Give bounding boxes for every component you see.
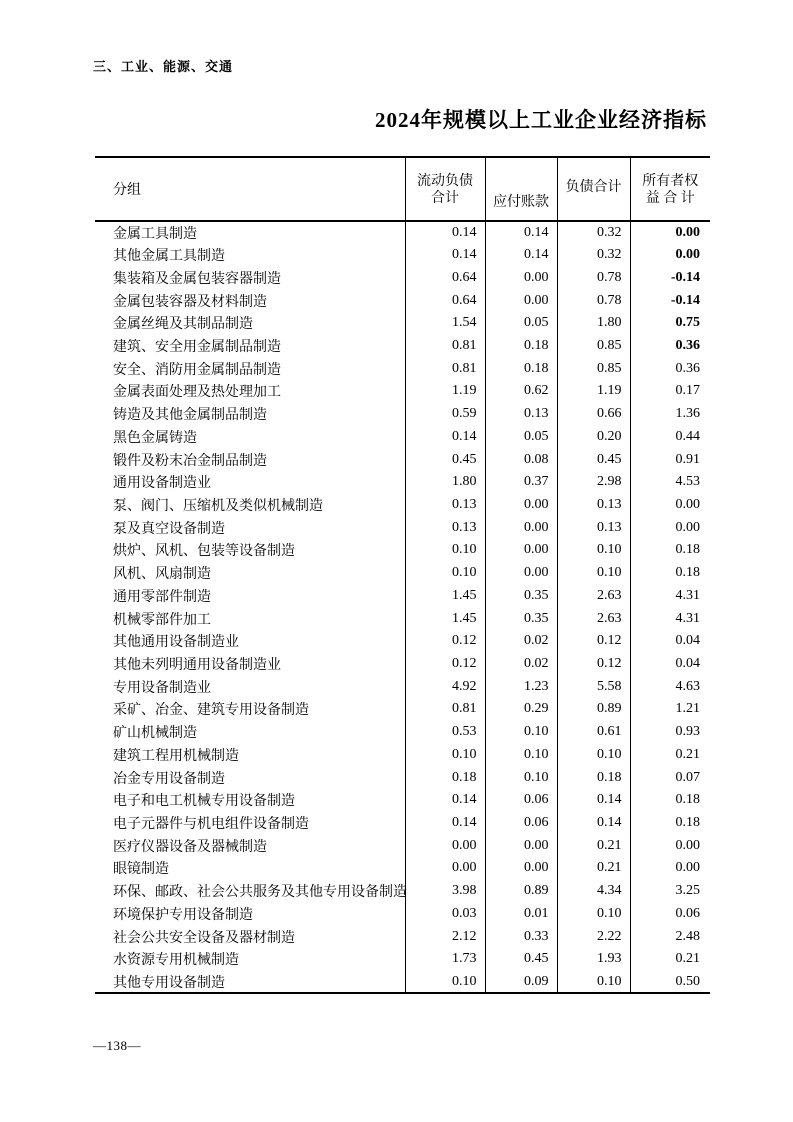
cell-total-liabilities: 0.21 [557, 857, 630, 880]
cell-current-liabilities: 2.12 [405, 925, 485, 948]
cell-total-liabilities: 0.14 [557, 789, 630, 812]
column-header-owner-equity [630, 157, 710, 221]
table-row [95, 630, 710, 653]
cell-owner-equity: 0.18 [630, 812, 710, 835]
table-row [95, 403, 710, 426]
cell-current-liabilities: 0.00 [405, 834, 485, 857]
table-row [95, 335, 710, 358]
cell-current-liabilities: 0.64 [405, 289, 485, 312]
table-row [95, 948, 710, 971]
row-group-label: 泵、阀门、压缩机及类似机械制造 [113, 498, 323, 514]
cell-accounts-payable: 0.06 [485, 812, 557, 835]
cell-current-liabilities: 4.92 [405, 675, 485, 698]
table-row [95, 607, 710, 630]
cell-total-liabilities: 1.80 [557, 312, 630, 335]
table-row [95, 425, 710, 448]
table-row [95, 585, 710, 608]
cell-total-liabilities: 0.13 [557, 516, 630, 539]
page-title: 2024年规模以上工业企业经济指标 [375, 108, 707, 132]
cell-owner-equity: 0.17 [630, 380, 710, 403]
cell-accounts-payable: 0.89 [485, 880, 557, 903]
cell-owner-equity: 0.06 [630, 903, 710, 926]
cell-total-liabilities: 0.32 [557, 244, 630, 267]
page-number: —138— [93, 1038, 141, 1053]
row-group-label: 机械零部件加工 [113, 612, 211, 628]
column-header-total-liabilities: 负债合计 [557, 157, 630, 221]
cell-accounts-payable: 0.10 [485, 721, 557, 744]
row-group-label: 风机、风扇制造 [113, 567, 211, 583]
cell-total-liabilities: 0.10 [557, 744, 630, 767]
table-row [95, 516, 710, 539]
cell-owner-equity: 0.00 [630, 857, 710, 880]
row-group-label: 通用零部件制造 [113, 589, 211, 605]
cell-accounts-payable: 0.00 [485, 857, 557, 880]
cell-accounts-payable: 1.23 [485, 675, 557, 698]
cell-owner-equity: -0.14 [630, 266, 710, 289]
cell-total-liabilities: 0.10 [557, 562, 630, 585]
cell-total-liabilities: 0.61 [557, 721, 630, 744]
cell-owner-equity: 0.93 [630, 721, 710, 744]
cell-owner-equity: 4.31 [630, 607, 710, 630]
cell-current-liabilities: 0.10 [405, 744, 485, 767]
cell-accounts-payable: 0.29 [485, 698, 557, 721]
table-row [95, 925, 710, 948]
cell-owner-equity: 0.44 [630, 425, 710, 448]
table-row [95, 221, 710, 244]
column-header-group: 分组 [113, 183, 141, 198]
cell-total-liabilities: 0.12 [557, 653, 630, 676]
cell-current-liabilities: 0.13 [405, 516, 485, 539]
cell-current-liabilities: 0.14 [405, 812, 485, 835]
cell-current-liabilities: 0.14 [405, 789, 485, 812]
cell-accounts-payable: 0.00 [485, 266, 557, 289]
cell-total-liabilities: 2.98 [557, 471, 630, 494]
cell-accounts-payable: 0.13 [485, 403, 557, 426]
row-group-label: 金属包装容器及材料制造 [113, 294, 267, 310]
stats-table [95, 156, 710, 994]
table-row [95, 312, 710, 335]
table-row [95, 244, 710, 267]
cell-total-liabilities: 0.66 [557, 403, 630, 426]
cell-owner-equity: 0.36 [630, 335, 710, 358]
cell-owner-equity: 2.48 [630, 925, 710, 948]
cell-current-liabilities: 0.03 [405, 903, 485, 926]
cell-owner-equity: 0.07 [630, 766, 710, 789]
cell-owner-equity: 1.21 [630, 698, 710, 721]
cell-accounts-payable: 0.02 [485, 630, 557, 653]
row-group-label: 社会公共安全设备及器材制造 [113, 930, 295, 946]
cell-current-liabilities: 1.80 [405, 471, 485, 494]
cell-accounts-payable: 0.02 [485, 653, 557, 676]
row-group-label: 烘炉、风机、包装等设备制造 [113, 544, 295, 560]
table-row [95, 721, 710, 744]
cell-current-liabilities: 0.59 [405, 403, 485, 426]
table-row [95, 539, 710, 562]
table-row [95, 766, 710, 789]
cell-current-liabilities: 0.14 [405, 425, 485, 448]
cell-total-liabilities: 2.63 [557, 585, 630, 608]
cell-owner-equity: 0.18 [630, 539, 710, 562]
row-group-label: 专用设备制造业 [113, 680, 211, 696]
cell-accounts-payable: 0.10 [485, 766, 557, 789]
cell-current-liabilities: 3.98 [405, 880, 485, 903]
table-row [95, 857, 710, 880]
cell-current-liabilities: 0.81 [405, 698, 485, 721]
row-group-label: 冶金专用设备制造 [113, 771, 225, 787]
cell-current-liabilities: 0.14 [405, 221, 485, 244]
cell-accounts-payable: 0.35 [485, 607, 557, 630]
cell-accounts-payable: 0.08 [485, 448, 557, 471]
cell-total-liabilities: 0.18 [557, 766, 630, 789]
table-row [95, 357, 710, 380]
row-group-label: 其他未列明通用设备制造业 [113, 658, 281, 674]
cell-total-liabilities: 0.45 [557, 448, 630, 471]
cell-owner-equity: 0.21 [630, 948, 710, 971]
cell-total-liabilities: 0.78 [557, 266, 630, 289]
cell-accounts-payable: 0.62 [485, 380, 557, 403]
cell-accounts-payable: 0.00 [485, 834, 557, 857]
cell-accounts-payable: 0.00 [485, 562, 557, 585]
cell-accounts-payable: 0.06 [485, 789, 557, 812]
row-group-label: 其他专用设备制造 [113, 975, 225, 991]
column-header-current-liabilities [405, 157, 485, 221]
column-header-owner-equity-line2: 益 合 计 [645, 191, 695, 206]
cell-accounts-payable: 0.14 [485, 244, 557, 267]
cell-accounts-payable: 0.05 [485, 312, 557, 335]
cell-total-liabilities: 1.93 [557, 948, 630, 971]
row-group-label: 电子和电工机械专用设备制造 [113, 794, 295, 810]
row-group-label: 眼镜制造 [113, 862, 169, 878]
table-body [95, 221, 710, 993]
cell-accounts-payable: 0.45 [485, 948, 557, 971]
cell-total-liabilities: 5.58 [557, 675, 630, 698]
cell-owner-equity: 0.91 [630, 448, 710, 471]
cell-current-liabilities: 0.81 [405, 335, 485, 358]
cell-owner-equity: 0.00 [630, 221, 710, 244]
cell-current-liabilities: 0.10 [405, 562, 485, 585]
table-row [95, 289, 710, 312]
cell-total-liabilities: 0.10 [557, 971, 630, 994]
cell-accounts-payable: 0.10 [485, 744, 557, 767]
row-group-label: 电子元器件与机电组件设备制造 [113, 817, 309, 833]
cell-total-liabilities: 0.32 [557, 221, 630, 244]
cell-total-liabilities: 0.89 [557, 698, 630, 721]
cell-owner-equity: 0.04 [630, 653, 710, 676]
cell-owner-equity: 4.31 [630, 585, 710, 608]
cell-total-liabilities: 0.14 [557, 812, 630, 835]
row-group-label: 矿山机械制造 [113, 726, 197, 742]
section-header: 三、工业、能源、交通 [93, 59, 234, 74]
cell-owner-equity: -0.14 [630, 289, 710, 312]
column-header-owner-equity-line1: 所有者权 [642, 174, 699, 189]
cell-owner-equity: 0.00 [630, 494, 710, 517]
cell-owner-equity: 0.50 [630, 971, 710, 994]
cell-current-liabilities: 0.53 [405, 721, 485, 744]
cell-owner-equity: 0.00 [630, 516, 710, 539]
table-row [95, 380, 710, 403]
cell-total-liabilities: 0.85 [557, 357, 630, 380]
table-row [95, 471, 710, 494]
cell-total-liabilities: 4.34 [557, 880, 630, 903]
row-group-label: 建筑工程用机械制造 [113, 748, 239, 764]
column-header-current-liabilities-line2: 合计 [431, 191, 459, 206]
row-group-label: 安全、消防用金属制品制造 [113, 362, 281, 378]
row-group-label: 金属丝绳及其制品制造 [113, 317, 253, 333]
cell-accounts-payable: 0.00 [485, 539, 557, 562]
table-row [95, 266, 710, 289]
cell-owner-equity: 3.25 [630, 880, 710, 903]
cell-current-liabilities: 0.12 [405, 653, 485, 676]
cell-current-liabilities: 0.10 [405, 971, 485, 994]
cell-owner-equity: 4.63 [630, 675, 710, 698]
row-group-label: 建筑、安全用金属制品制造 [113, 339, 281, 355]
row-group-label: 泵及真空设备制造 [113, 521, 225, 537]
table-header-row [95, 157, 710, 221]
cell-owner-equity: 0.18 [630, 562, 710, 585]
cell-owner-equity: 4.53 [630, 471, 710, 494]
cell-total-liabilities: 0.12 [557, 630, 630, 653]
cell-current-liabilities: 0.18 [405, 766, 485, 789]
row-group-label: 医疗仪器设备及器械制造 [113, 839, 267, 855]
table-row [95, 494, 710, 517]
cell-owner-equity: 0.00 [630, 244, 710, 267]
row-group-label: 其他通用设备制造业 [113, 635, 239, 651]
table-row [95, 675, 710, 698]
cell-total-liabilities: 0.78 [557, 289, 630, 312]
cell-owner-equity: 0.04 [630, 630, 710, 653]
table-row [95, 880, 710, 903]
cell-current-liabilities: 1.54 [405, 312, 485, 335]
cell-accounts-payable: 0.18 [485, 357, 557, 380]
table-row [95, 789, 710, 812]
cell-owner-equity: 0.18 [630, 789, 710, 812]
row-group-label: 金属工具制造 [113, 226, 197, 242]
row-group-label: 环保、邮政、社会公共服务及其他专用设备制造 [113, 885, 407, 901]
cell-current-liabilities: 1.19 [405, 380, 485, 403]
cell-total-liabilities: 0.85 [557, 335, 630, 358]
cell-owner-equity: 0.00 [630, 834, 710, 857]
cell-current-liabilities: 1.45 [405, 607, 485, 630]
table-row [95, 653, 710, 676]
cell-total-liabilities: 0.21 [557, 834, 630, 857]
cell-accounts-payable: 0.01 [485, 903, 557, 926]
row-group-label: 铸造及其他金属制品制造 [113, 408, 267, 424]
table-row [95, 903, 710, 926]
cell-current-liabilities: 0.10 [405, 539, 485, 562]
cell-owner-equity: 0.75 [630, 312, 710, 335]
cell-current-liabilities: 0.81 [405, 357, 485, 380]
cell-accounts-payable: 0.35 [485, 585, 557, 608]
row-group-label: 环境保护专用设备制造 [113, 907, 253, 923]
cell-accounts-payable: 0.18 [485, 335, 557, 358]
table-row [95, 812, 710, 835]
cell-current-liabilities: 0.13 [405, 494, 485, 517]
column-header-current-liabilities-line1: 流动负债 [417, 174, 473, 189]
cell-accounts-payable: 0.37 [485, 471, 557, 494]
row-group-label: 水资源专用机械制造 [113, 953, 239, 969]
cell-total-liabilities: 2.63 [557, 607, 630, 630]
cell-accounts-payable: 0.05 [485, 425, 557, 448]
cell-current-liabilities: 0.45 [405, 448, 485, 471]
cell-accounts-payable: 0.00 [485, 289, 557, 312]
row-group-label: 锻件及粉末冶金制品制造 [113, 453, 267, 469]
row-group-label: 采矿、冶金、建筑专用设备制造 [113, 703, 309, 719]
cell-accounts-payable: 0.14 [485, 221, 557, 244]
cell-current-liabilities: 0.64 [405, 266, 485, 289]
table-row [95, 448, 710, 471]
table-row [95, 562, 710, 585]
row-group-label: 通用设备制造业 [113, 476, 211, 492]
row-group-label: 集装箱及金属包装容器制造 [113, 271, 281, 287]
cell-total-liabilities: 0.13 [557, 494, 630, 517]
cell-current-liabilities: 0.00 [405, 857, 485, 880]
row-group-label: 其他金属工具制造 [113, 249, 225, 265]
table-row [95, 698, 710, 721]
cell-current-liabilities: 0.14 [405, 244, 485, 267]
cell-total-liabilities: 1.19 [557, 380, 630, 403]
column-header-accounts-payable: 应付账款 [485, 157, 557, 221]
cell-current-liabilities: 1.45 [405, 585, 485, 608]
cell-current-liabilities: 1.73 [405, 948, 485, 971]
cell-accounts-payable: 0.33 [485, 925, 557, 948]
cell-owner-equity: 0.36 [630, 357, 710, 380]
cell-total-liabilities: 2.22 [557, 925, 630, 948]
cell-total-liabilities: 0.20 [557, 425, 630, 448]
cell-owner-equity: 1.36 [630, 403, 710, 426]
table-row [95, 971, 710, 994]
table-row [95, 834, 710, 857]
row-group-label: 黑色金属铸造 [113, 430, 197, 446]
cell-accounts-payable: 0.00 [485, 516, 557, 539]
cell-accounts-payable: 0.09 [485, 971, 557, 994]
row-group-label: 金属表面处理及热处理加工 [113, 385, 281, 401]
cell-owner-equity: 0.21 [630, 744, 710, 767]
cell-total-liabilities: 0.10 [557, 539, 630, 562]
cell-accounts-payable: 0.00 [485, 494, 557, 517]
cell-total-liabilities: 0.10 [557, 903, 630, 926]
table-row [95, 744, 710, 767]
cell-current-liabilities: 0.12 [405, 630, 485, 653]
